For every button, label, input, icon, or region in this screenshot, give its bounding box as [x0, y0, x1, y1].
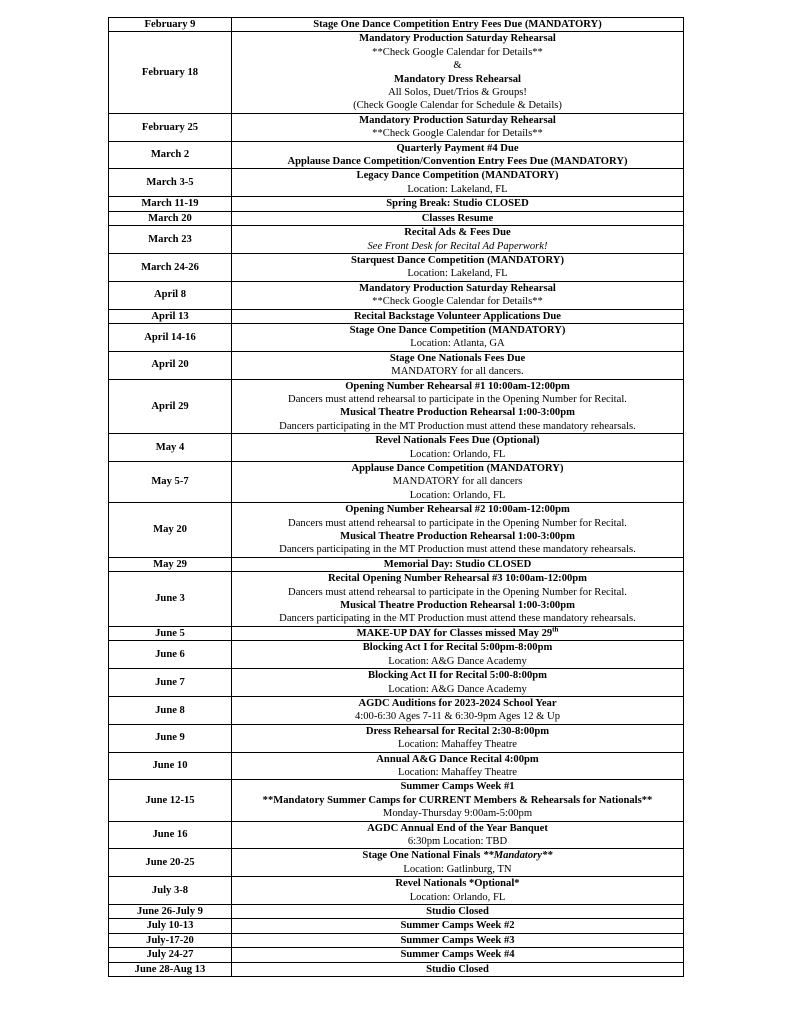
event-title: Legacy Dance Competition (MANDATORY)	[356, 170, 559, 182]
event-date: July 24-27	[109, 948, 232, 962]
event-detail: Monday-Thursday 9:00am-5:00pm	[382, 808, 533, 820]
schedule-row	[109, 503, 684, 558]
event-title: Spring Break: Studio CLOSED	[386, 198, 529, 210]
event-details	[232, 18, 684, 32]
event-detail: Location: Lakeland, FL	[407, 268, 508, 280]
event-detail: Location: Orlando, FL	[409, 891, 506, 903]
event-title: Mandatory Dress Rehearsal	[394, 73, 521, 85]
event-date: June 20-25	[109, 849, 232, 877]
event-title: Summer Camps Week #3	[400, 934, 515, 946]
event-date: March 2	[109, 141, 232, 169]
schedule-row	[109, 169, 684, 197]
event-details	[232, 669, 684, 697]
event-title: AGDC Annual End of the Year Banquet	[367, 822, 548, 834]
event-date: June 10	[109, 752, 232, 780]
event-detail: Location: Gatlinburg, TN	[403, 863, 512, 875]
schedule-row	[109, 113, 684, 141]
event-date: June 7	[109, 669, 232, 697]
event-details	[232, 849, 684, 877]
schedule-row	[109, 323, 684, 351]
event-detail: MANDATORY for all dancers.	[391, 366, 524, 378]
event-date: June 3	[109, 572, 232, 627]
event-title: Blocking Act I for Recital 5:00pm-8:00pm	[362, 642, 553, 654]
schedule-row	[109, 197, 684, 211]
event-detail: (Check Google Calendar for Schedule & Details)	[353, 100, 562, 112]
event-detail: All Solos, Duet/Trios & Groups!	[388, 87, 527, 99]
schedule-row	[109, 905, 684, 919]
event-date: June 6	[109, 641, 232, 669]
event-date: April 13	[109, 309, 232, 323]
event-details	[232, 724, 684, 752]
event-detail: Dancers must attend rehearsal to participate in the Opening Number for Recital.	[288, 586, 627, 598]
schedule-row	[109, 141, 684, 169]
event-details	[232, 905, 684, 919]
event-details	[232, 434, 684, 462]
event-detail: Location: Mahaffey Theatre	[397, 739, 518, 751]
event-date: April 29	[109, 379, 232, 434]
event-details	[232, 141, 684, 169]
event-detail: Dancers must attend rehearsal to participate in the Opening Number for Recital.	[288, 517, 627, 529]
event-detail: 6:30pm Location: TBD	[407, 835, 508, 847]
event-title: Recital Ads & Fees Due	[404, 227, 511, 239]
event-title: Musical Theatre Production Rehearsal 1:00-3:00pm	[340, 531, 575, 543]
event-title: Studio Closed	[426, 963, 489, 975]
event-title: Dress Rehearsal for Recital 2:30-8:00pm	[365, 725, 550, 737]
schedule-row	[109, 462, 684, 503]
schedule-row	[109, 626, 684, 640]
event-title: Applause Dance Competition (MANDATORY)	[351, 463, 564, 474]
event-title: Mandatory Production Saturday Rehearsal	[359, 33, 556, 45]
schedule-row	[109, 948, 684, 962]
event-date: June 16	[109, 821, 232, 849]
ordinal-suffix: th	[552, 625, 559, 634]
event-details	[232, 197, 684, 211]
event-date: May 4	[109, 434, 232, 462]
event-details	[232, 780, 684, 821]
event-date: March 23	[109, 226, 232, 254]
event-detail: Dancers participating in the MT Production must attend these mandatory rehearsals.	[279, 544, 636, 556]
event-title: Recital Opening Number Rehearsal #3 10:00am-12:00pm	[327, 573, 588, 585]
event-title: Stage One Dance Competition Entry Fees Due (MANDATORY)	[313, 19, 602, 30]
event-details	[232, 933, 684, 947]
event-details	[232, 821, 684, 849]
schedule-row	[109, 32, 684, 113]
event-title: Musical Theatre Production Rehearsal 1:00-3:00pm	[340, 600, 575, 612]
event-date: March 3-5	[109, 169, 232, 197]
event-detail: Location: Orlando, FL	[409, 489, 506, 501]
event-detail: Dancers must attend rehearsal to participate in the Opening Number for Recital.	[288, 393, 627, 405]
event-date: June 9	[109, 724, 232, 752]
event-details	[232, 253, 684, 281]
schedule-row	[109, 641, 684, 669]
schedule-row	[109, 572, 684, 627]
event-details	[232, 309, 684, 323]
event-details	[232, 379, 684, 434]
event-date: April 20	[109, 351, 232, 379]
event-date: June 8	[109, 696, 232, 724]
event-date: May 29	[109, 557, 232, 571]
event-details	[232, 211, 684, 225]
event-title: Studio Closed	[426, 906, 489, 917]
schedule-row	[109, 351, 684, 379]
event-date: June 12-15	[109, 780, 232, 821]
schedule-row	[109, 557, 684, 571]
event-title: **Mandatory Summer Camps for CURRENT Members & Rehearsals for Nationals**	[262, 794, 653, 806]
schedule-row	[109, 821, 684, 849]
event-detail: Location: Atlanta, GA	[410, 338, 505, 350]
event-title: Annual A&G Dance Recital 4:00pm	[376, 753, 539, 765]
schedule-row	[109, 696, 684, 724]
event-date: May 20	[109, 503, 232, 558]
event-title: Memorial Day: Studio CLOSED	[383, 558, 532, 570]
event-title	[234, 627, 681, 640]
event-title: Recital Backstage Volunteer Applications Due	[354, 310, 561, 322]
event-date: April 8	[109, 281, 232, 309]
event-detail: **Check Google Calendar for Details**	[372, 46, 543, 58]
event-note: See Front Desk for Recital Ad Paperwork!	[367, 240, 548, 252]
event-details	[232, 281, 684, 309]
event-title: Quarterly Payment #4 Due	[396, 142, 519, 154]
event-detail: 4:00-6:30 Ages 7-11 & 6:30-9pm Ages 12 & Up	[355, 711, 560, 723]
event-title: Mandatory Production Saturday Rehearsal	[359, 282, 556, 294]
event-date: February 9	[109, 18, 232, 32]
schedule-row	[109, 877, 684, 905]
event-details	[232, 351, 684, 379]
event-detail: Location: Orlando, FL	[409, 448, 506, 460]
event-details	[232, 462, 684, 503]
event-detail: MANDATORY for all dancers	[392, 476, 523, 488]
schedule-row	[109, 211, 684, 225]
event-title: Mandatory Production Saturday Rehearsal	[359, 114, 556, 126]
schedule-body	[109, 18, 684, 977]
event-date: June 5	[109, 626, 232, 640]
event-title-text: MAKE-UP DAY for Classes missed May 29	[356, 627, 553, 639]
event-details	[232, 696, 684, 724]
event-details	[232, 919, 684, 933]
event-title: Blocking Act II for Recital 5:00-8:00pm	[368, 670, 547, 682]
schedule-row	[109, 379, 684, 434]
event-date: March 20	[109, 211, 232, 225]
event-date: July 10-13	[109, 919, 232, 933]
schedule-row	[109, 752, 684, 780]
event-date: February 18	[109, 32, 232, 113]
schedule-row	[109, 253, 684, 281]
event-details	[232, 948, 684, 962]
schedule-row	[109, 724, 684, 752]
event-details	[232, 32, 684, 113]
event-details	[232, 557, 684, 571]
schedule-row	[109, 669, 684, 697]
event-title: Stage One Dance Competition (MANDATORY)	[349, 324, 566, 336]
schedule-row	[109, 962, 684, 976]
event-title: Revel Nationals *Optional*	[395, 878, 520, 890]
schedule-row	[109, 18, 684, 32]
event-details	[232, 572, 684, 627]
event-date: March 24-26	[109, 253, 232, 281]
event-details	[232, 113, 684, 141]
event-title-text: Stage One National Finals	[362, 850, 481, 862]
event-detail: Dancers participating in the MT Production must attend these mandatory rehearsals.	[279, 420, 636, 432]
event-details	[232, 877, 684, 905]
schedule-table	[108, 17, 684, 977]
event-details	[232, 752, 684, 780]
event-detail: &	[453, 60, 462, 72]
event-title: Opening Number Rehearsal #2 10:00am-12:00pm	[345, 504, 570, 516]
event-title: Revel Nationals Fees Due (Optional)	[375, 435, 540, 447]
event-date: March 11-19	[109, 197, 232, 211]
event-details	[232, 626, 684, 640]
event-details	[232, 503, 684, 558]
schedule-row	[109, 933, 684, 947]
event-title: AGDC Auditions for 2023-2024 School Year	[358, 697, 557, 709]
event-detail: Location: A&G Dance Academy	[388, 655, 527, 667]
event-details	[232, 169, 684, 197]
event-title	[234, 849, 681, 862]
event-details	[232, 226, 684, 254]
event-title: Musical Theatre Production Rehearsal 1:00-3:00pm	[340, 407, 575, 419]
event-detail: Location: Lakeland, FL	[407, 183, 508, 195]
event-title: Summer Camps Week #2	[400, 920, 515, 932]
event-date: June 28-Aug 13	[109, 962, 232, 976]
event-details	[232, 323, 684, 351]
event-title: Applause Dance Competition/Convention Entry Fees Due (MANDATORY)	[287, 156, 628, 168]
event-title-emphasis: **Mandatory**	[483, 850, 553, 862]
event-detail: **Check Google Calendar for Details**	[372, 296, 543, 308]
event-date: February 25	[109, 113, 232, 141]
event-title: Stage One Nationals Fees Due	[389, 352, 526, 364]
schedule-row	[109, 780, 684, 821]
schedule-row	[109, 281, 684, 309]
event-details	[232, 641, 684, 669]
event-detail: Location: A&G Dance Academy	[388, 683, 527, 695]
event-title: Starquest Dance Competition (MANDATORY)	[351, 254, 564, 266]
event-title: Classes Resume	[421, 212, 494, 224]
event-date: July-17-20	[109, 933, 232, 947]
event-detail: Dancers participating in the MT Production must attend these mandatory rehearsals.	[279, 613, 636, 625]
event-title: Summer Camps Week #4	[400, 949, 515, 961]
event-details	[232, 962, 684, 976]
event-detail: **Check Google Calendar for Details**	[372, 128, 543, 140]
event-date: April 14-16	[109, 323, 232, 351]
schedule-row	[109, 919, 684, 933]
schedule-row	[109, 849, 684, 877]
schedule-row	[109, 309, 684, 323]
event-date: May 5-7	[109, 462, 232, 503]
schedule-row	[109, 226, 684, 254]
schedule-row	[109, 434, 684, 462]
event-date: July 3-8	[109, 877, 232, 905]
event-date: June 26-July 9	[109, 905, 232, 919]
event-detail: Location: Mahaffey Theatre	[397, 766, 518, 778]
event-title: Summer Camps Week #1	[400, 781, 515, 793]
event-title: Opening Number Rehearsal #1 10:00am-12:00pm	[345, 380, 570, 392]
